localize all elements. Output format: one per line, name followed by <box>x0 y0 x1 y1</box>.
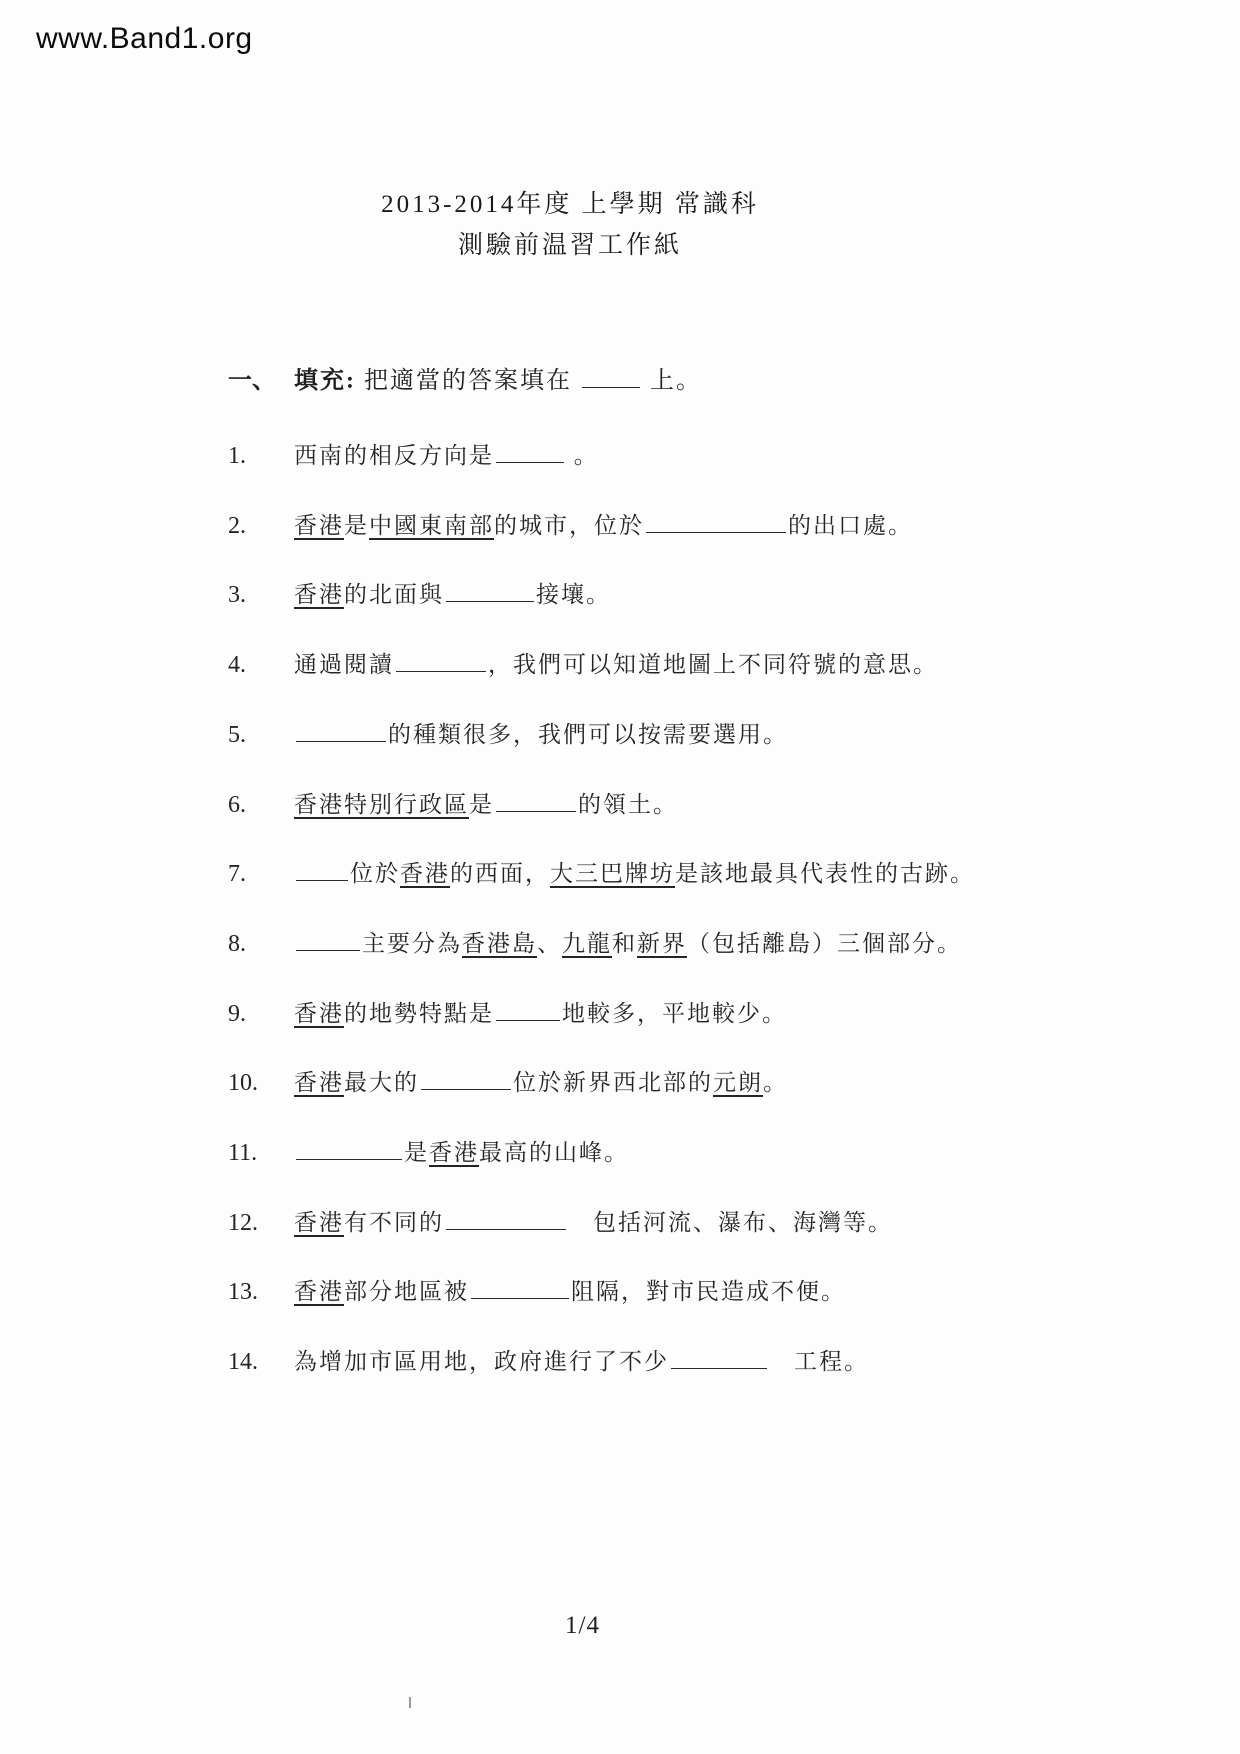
question-row <box>228 646 938 679</box>
section-header <box>228 360 702 395</box>
question-text <box>294 1279 846 1304</box>
underlined-term: 香港 <box>294 582 344 607</box>
text-segment: 和 <box>612 931 637 956</box>
question-number: 2. <box>228 513 246 539</box>
question-text <box>294 1210 893 1235</box>
section-instruction-prefix: 把適當的答案填在 <box>356 368 580 394</box>
question-row <box>228 1134 629 1167</box>
text-segment: 。 <box>763 1070 788 1095</box>
fill-in-blank <box>446 1205 566 1230</box>
text-segment: 位於新界西北部的 <box>513 1070 713 1095</box>
text-segment: 的出口處。 <box>788 513 913 538</box>
question-number: 13. <box>228 1279 258 1305</box>
page-title: 2013-2014年度 上學期 常識科 <box>381 191 759 218</box>
page-number: 1/4 <box>565 1612 600 1639</box>
question-number: 12. <box>228 1210 258 1236</box>
text-segment: 地較多，平地較少。 <box>562 1001 787 1026</box>
section-number: 一、 <box>228 368 276 394</box>
question-number: 1. <box>228 443 246 469</box>
text-segment: 是 <box>404 1140 429 1165</box>
text-segment: 位於 <box>350 861 400 886</box>
fill-in-blank <box>296 856 348 881</box>
question-row <box>228 1064 788 1097</box>
fill-in-blank <box>296 926 360 951</box>
question-row <box>228 507 913 540</box>
fill-in-blank <box>296 1135 402 1160</box>
underlined-term: 香港特別行政區 <box>294 792 469 817</box>
title-block <box>0 184 1140 266</box>
text-segment: 包括河流、瀑布、海灣等。 <box>568 1210 893 1235</box>
question-row <box>228 1273 846 1306</box>
question-row <box>228 855 975 888</box>
text-segment: 的北面與 <box>344 582 444 607</box>
underlined-term: 香港 <box>429 1140 479 1165</box>
question-text <box>294 861 975 886</box>
text-segment: 是 <box>344 513 369 538</box>
text-segment: 接壤。 <box>536 582 611 607</box>
question-text <box>294 931 962 956</box>
question-text <box>294 1001 787 1026</box>
underlined-term: 香港 <box>294 1001 344 1026</box>
underlined-term: 大三巴牌坊 <box>550 861 675 886</box>
question-number: 4. <box>228 652 246 678</box>
text-segment: 是 <box>469 792 494 817</box>
question-number: 5. <box>228 722 246 748</box>
text-segment: 為增加市區用地，政府進行了不少 <box>294 1349 669 1374</box>
fill-in-blank <box>671 1344 767 1369</box>
section-instruction-suffix: 上。 <box>642 368 702 394</box>
question-row <box>228 437 599 470</box>
page-subtitle: 測驗前温習工作紙 <box>457 232 682 259</box>
fill-in-blank <box>396 647 486 672</box>
scan-artifact-mark <box>409 1697 411 1708</box>
fill-in-blank <box>296 717 386 742</box>
question-text <box>294 443 599 468</box>
text-segment: 的地勢特點是 <box>344 1001 494 1026</box>
underlined-term: 元朗 <box>713 1070 763 1095</box>
text-segment: 部分地區被 <box>344 1279 469 1304</box>
text-segment: 的領土。 <box>578 792 678 817</box>
underlined-term: 香港 <box>294 1279 344 1304</box>
question-number: 3. <box>228 582 246 608</box>
underlined-term: 香港 <box>400 861 450 886</box>
text-segment: 的西面， <box>450 861 550 886</box>
question-number: 6. <box>228 792 246 818</box>
fill-in-blank <box>421 1065 511 1090</box>
underlined-term: 九龍 <box>562 931 612 956</box>
fill-in-blank <box>496 996 560 1021</box>
underlined-term: 香港 <box>294 513 344 538</box>
fill-in-blank <box>646 508 786 533</box>
question-text <box>294 1349 869 1374</box>
question-row <box>228 925 962 958</box>
fill-in-blank <box>471 1274 569 1299</box>
text-segment: 最高的山峰。 <box>479 1140 629 1165</box>
question-row <box>228 995 787 1028</box>
question-text <box>294 1140 629 1165</box>
section-label: 填充: <box>294 368 356 394</box>
question-row <box>228 576 611 609</box>
underlined-term: 香港島 <box>462 931 537 956</box>
question-number: 10. <box>228 1070 258 1096</box>
text-segment: 最大的 <box>344 1070 419 1095</box>
text-segment: 阻隔，對市民造成不便。 <box>571 1279 846 1304</box>
text-segment: 的城市，位於 <box>494 513 644 538</box>
text-segment: （包括離島）三個部分。 <box>687 931 962 956</box>
underlined-term: 香港 <box>294 1210 344 1235</box>
underlined-term: 中國東南部 <box>369 513 494 538</box>
question-number: 11. <box>228 1140 258 1166</box>
watermark: www.Band1.org <box>36 22 253 55</box>
question-number: 9. <box>228 1001 246 1027</box>
question-row <box>228 1343 869 1376</box>
fill-in-blank <box>496 438 564 463</box>
question-text <box>294 513 913 538</box>
question-number: 14. <box>228 1349 258 1375</box>
question-row <box>228 1204 893 1237</box>
text-segment: 有不同的 <box>344 1210 444 1235</box>
underlined-term: 香港 <box>294 1070 344 1095</box>
fill-in-blank <box>582 362 640 388</box>
question-text <box>294 652 938 677</box>
text-segment: 、 <box>537 931 562 956</box>
text-segment: 工程。 <box>769 1349 869 1374</box>
text-segment: ，我們可以知道地圖上不同符號的意思。 <box>488 652 938 677</box>
fill-in-blank <box>496 787 576 812</box>
text-segment: 西南的相反方向是 <box>294 443 494 468</box>
text-segment: 主要分為 <box>362 931 462 956</box>
question-number: 7. <box>228 861 246 887</box>
question-text <box>294 582 611 607</box>
fill-in-blank <box>446 577 534 602</box>
underlined-term: 新界 <box>637 931 687 956</box>
question-text <box>294 722 788 747</box>
text-segment: 的種類很多，我們可以按需要選用。 <box>388 722 788 747</box>
question-number: 8. <box>228 931 246 957</box>
question-row <box>228 786 678 819</box>
text-segment: 通過閱讀 <box>294 652 394 677</box>
text-segment: 。 <box>566 443 599 468</box>
text-segment: 是該地最具代表性的古跡。 <box>675 861 975 886</box>
question-row <box>228 716 788 749</box>
question-text <box>294 792 678 817</box>
question-text <box>294 1070 788 1095</box>
